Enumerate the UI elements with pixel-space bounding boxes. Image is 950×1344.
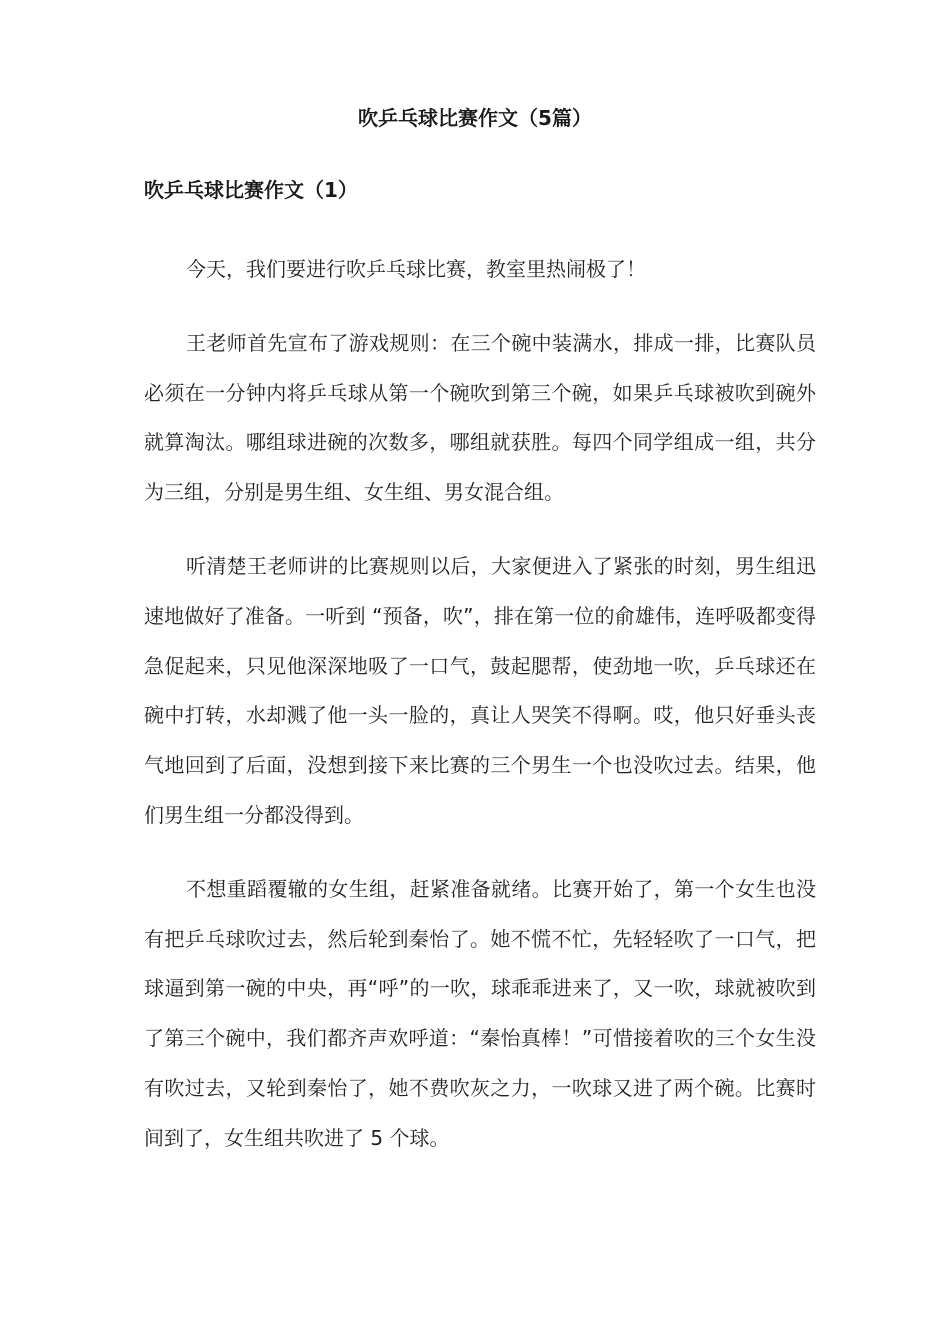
document-title: 吹乒乓球比赛作文（5篇）	[358, 106, 592, 130]
paragraph-3: 听清楚王老师讲的比赛规则以后，大家便进入了紧张的时刻，男生组迅速地做好了准备。一听到 “预备，吹”，排在第一位的俞雄伟，连呼吸都变得急促起来，只见他深深地吸了一口气，鼓起腮帮，使劲地一吹，乒乓球还在碗中打转，水却溅了他一头一脸的，真让人哭笑不得啊。哎，他只好垂头丧气地回到了后面，没想到接下来比赛的三个男生一个也没吹过去。结果，他们男生组一分都没得到。	[144, 553, 816, 827]
paragraph-1: 今天，我们要进行吹乒乓球比赛，教室里热闹极了！	[186, 257, 646, 281]
section-heading: 吹乒乓球比赛作文（1）	[144, 178, 358, 202]
document-body	[144, 245, 816, 1188]
paragraph-2: 王老师首先宣布了游戏规则：在三个碗中装满水，排成一排，比赛队员必须在一分钟内将乒乓球从第一个碗吹到第三个碗，如果乒乓球被吹到碗外就算淘汰。哪组球进碗的次数多，哪组就获胜。每四个同学组成一组，共分为三组，分别是男生组、女生组、男女混合组。	[144, 330, 816, 505]
paragraph-4: 不想重蹈覆辙的女生组，赶紧准备就绪。比赛开始了，第一个女生也没有把乒乓球吹过去，然后轮到秦怡了。她不慌不忙，先轻轻吹了一口气，把球逼到第一碗的中央，再“呼”的一吹，球乖乖进来了，又一吹，球就被吹到了第三个碗中，我们都齐声欢呼道：“秦怡真棒！”可惜接着吹的三个女生没有吹过去，又轮到秦怡了，她不费吹灰之力，一吹球又进了两个碗。比赛时间到了，女生组共吹进了 5 个球。	[144, 876, 816, 1150]
